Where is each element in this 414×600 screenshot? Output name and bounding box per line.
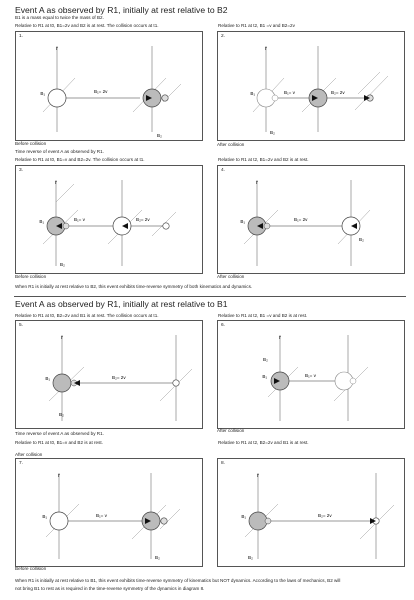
b1-label: B₁	[240, 219, 245, 224]
velocity-label-b2: B₂= 2v	[136, 217, 150, 222]
b2-label: B₂	[263, 357, 268, 362]
label-after-collision: After collision	[217, 428, 245, 433]
part2-footer-line-1: When R1 is initially at rest relative to B1, this event exhibits time-reverse symmetry of kinematics but NOT dynamics. According to the laws of mechanics, B2 will	[15, 578, 341, 583]
b2-label: B₂	[248, 555, 253, 560]
b1-label: B₁	[250, 91, 255, 96]
part2-footer-line-2: not bring B1 to rest as is required in the time-reverse symmetry of the dynamics in diagram 8.	[15, 586, 205, 591]
label-after-collision: After collision	[217, 274, 245, 279]
velocity-label: B₁= 2v	[294, 217, 308, 222]
caption-panel-7: Relative to R1 at t0, B1=v and B2 is at rest.	[15, 440, 103, 445]
b2-label: B₂	[60, 262, 65, 267]
panel-8-drawing	[218, 459, 404, 566]
time-axis-label: t′	[57, 473, 61, 478]
velocity-label-b1: B₁= v	[74, 217, 85, 222]
time-axis-label: t′	[60, 335, 64, 340]
panel-number: 7.	[19, 461, 24, 466]
panel-number: 6.	[221, 323, 226, 328]
time-reverse-heading: Time reverse of event A as observed by R1.	[15, 149, 104, 154]
time-axis-label: t′	[54, 180, 58, 185]
b2-label: B₂	[155, 555, 160, 560]
b2-label: B₂	[59, 412, 64, 417]
b1-label: B₁	[45, 376, 50, 381]
label-after-collision: After collision	[217, 142, 245, 147]
velocity-label-b1: B₁= v	[284, 90, 295, 95]
velocity-label: B₂= 2v	[318, 513, 332, 518]
part1-title: Event A as observed by R1, initially at rest relative to B2	[15, 5, 228, 15]
label-before-collision: Before collision	[15, 274, 47, 279]
diagram-panel-5	[15, 320, 203, 429]
diagram-panel-6	[217, 320, 405, 429]
panel-number: 1.	[19, 34, 24, 39]
diagram-panel-3	[15, 165, 203, 274]
label-before-collision: Before collision	[15, 141, 47, 146]
b2-label: B₂	[157, 133, 162, 138]
b1-label: B₁	[39, 219, 44, 224]
time-axis-label: t′	[264, 46, 268, 51]
panel-number: 2.	[221, 34, 226, 39]
b1-label: B₁	[40, 91, 45, 96]
time-axis-label: t′	[255, 180, 259, 185]
part1-subtitle: B1 is a mass equal to twice the mass of B2.	[15, 15, 104, 20]
caption-panel-8: Relative to R1 at t2, B2=2v and B1 is at rest.	[218, 440, 309, 445]
diagram-panel-7	[15, 458, 203, 567]
b1-label: B₁	[241, 514, 246, 519]
velocity-label: B₁= v	[305, 373, 316, 378]
panel-5-drawing	[16, 321, 202, 428]
panel-1-drawing	[16, 32, 202, 140]
panel-7-drawing	[16, 459, 202, 566]
section-divider	[14, 296, 406, 297]
diagram-panel-1	[15, 31, 203, 141]
time-axis-label: t′	[278, 335, 282, 340]
diagram-panel-8	[217, 458, 405, 567]
caption-panel-2: Relative to R1 at t2, B1 =v and B2=2v	[218, 23, 295, 28]
velocity-label: B₂= 2v	[112, 375, 126, 380]
part2-title: Event A as observed by R1, initially at rest relative to B1	[15, 299, 228, 309]
label-before-collision: Before collision	[15, 566, 47, 571]
label-after-collision: After collision	[15, 452, 43, 457]
b2-label: B₂	[270, 130, 275, 135]
diagram-panel-2	[217, 31, 405, 141]
b1-label: B₁	[42, 514, 47, 519]
panel-number: 8.	[221, 461, 226, 466]
part1-footer: When R1 is initially at rest relative to B2, this event exhibits time-reverse symmetry of both kinematics and dynamics.	[15, 284, 253, 289]
panel-number: 3.	[19, 168, 24, 173]
caption-panel-6: Relative to R1 at t2, B1 =v and B2 is at rest.	[218, 313, 308, 318]
caption-panel-4: Relative to R1 at t2, B1=2v and B2 is at rest.	[218, 157, 309, 162]
panel-number: 4.	[221, 168, 226, 173]
time-axis-label: t′	[55, 46, 59, 51]
panel-6-drawing	[218, 321, 404, 428]
panel-3-drawing	[16, 166, 202, 273]
panel-4-drawing	[218, 166, 404, 273]
time-reverse-heading: Time reverse of event A as observed by R1.	[15, 431, 104, 436]
panel-number: 5.	[19, 323, 24, 328]
panel-2-drawing	[218, 32, 404, 140]
caption-panel-3: Relative to R1 at t0, B1=v and B2=2v. The collision occurs at t1.	[15, 157, 145, 162]
b1-label: B₁	[262, 374, 267, 379]
velocity-label: B₁= v	[96, 513, 107, 518]
velocity-label: B₁= 2v	[94, 89, 108, 94]
b2-label: B₂	[359, 237, 364, 242]
caption-panel-1: Relative to R1 at t0, B1=2v and B2 is at rest. The collision occurs at t1.	[15, 23, 159, 28]
caption-panel-5: Relative to R1 at t0, B2=2v and B1 is at rest. The collision occurs at t1.	[15, 313, 159, 318]
diagram-panel-4	[217, 165, 405, 274]
time-axis-label: t′	[256, 473, 260, 478]
velocity-label-b2: B₂= 2v	[331, 90, 345, 95]
